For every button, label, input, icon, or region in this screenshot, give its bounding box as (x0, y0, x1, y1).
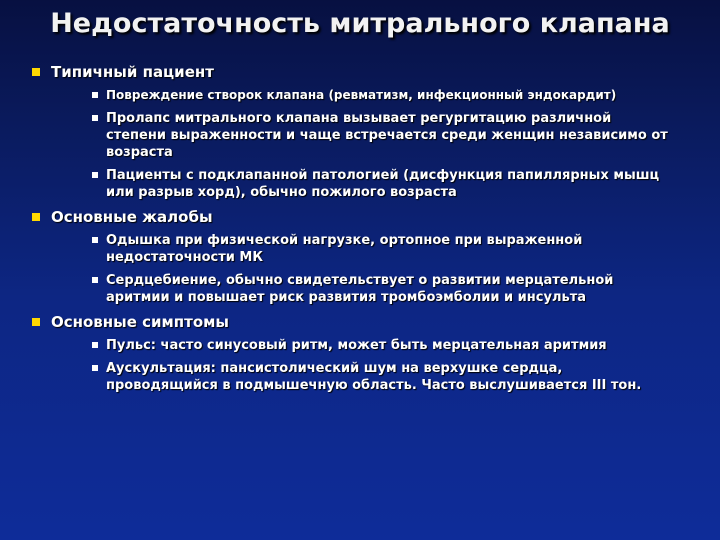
square-bullet-icon (92, 365, 98, 371)
list-item-text: Пациенты с подклапанной патологией (дисфункция папиллярных мышц или разрыв хорд), обычно пожилого возраста (106, 168, 660, 200)
section-typical-patient (32, 62, 692, 201)
section-heading (32, 207, 692, 227)
list-item (92, 232, 672, 266)
list-item-text: Сердцебиение, обычно свидетельствует о развитии мерцательной аритмии и повышает риск развития тромбоэмболии и инсульта (106, 273, 614, 305)
square-bullet-icon (32, 213, 40, 221)
sub-list (92, 87, 672, 201)
square-bullet-icon (92, 277, 98, 283)
list-item-text: Повреждение створок клапана (ревматизм, инфекционный эндокардит) (106, 88, 617, 102)
section-heading-text: Основные жалобы (51, 208, 213, 226)
section-main-complaints (32, 207, 692, 306)
section-heading (32, 62, 692, 82)
slide-content (32, 62, 692, 400)
list-item (92, 167, 672, 201)
list-item-text: Пульс: часто синусовый ритм, может быть мерцательная аритмия (106, 338, 607, 353)
sub-list (92, 337, 672, 394)
list-item-text: Пролапс митрального клапана вызывает регургитацию различной степени выраженности и чаще встречается среди женщин независимо от возраста (106, 111, 668, 160)
square-bullet-icon (32, 68, 40, 76)
list-item (92, 360, 672, 394)
square-bullet-icon (92, 115, 98, 121)
slide-title: Недостаточность митрального клапана (50, 8, 670, 39)
list-item-text: Одышка при физической нагрузке, ортопное при выраженной недостаточности МК (106, 233, 583, 265)
square-bullet-icon (92, 92, 98, 98)
list-item (92, 272, 672, 306)
square-bullet-icon (92, 237, 98, 243)
section-main-symptoms (32, 312, 692, 394)
square-bullet-icon (92, 172, 98, 178)
list-item (92, 337, 672, 354)
list-item-text: Аускультация: пансистолический шум на верхушке сердца, проводящийся в подмышечную область. Часто выслушивается III тон. (106, 361, 642, 393)
sub-list (92, 232, 672, 306)
section-heading-text: Основные симптомы (51, 313, 229, 331)
square-bullet-icon (32, 318, 40, 326)
section-heading (32, 312, 692, 332)
square-bullet-icon (92, 342, 98, 348)
section-heading-text: Типичный пациент (51, 63, 214, 81)
list-item (92, 87, 672, 104)
list-item (92, 110, 672, 161)
